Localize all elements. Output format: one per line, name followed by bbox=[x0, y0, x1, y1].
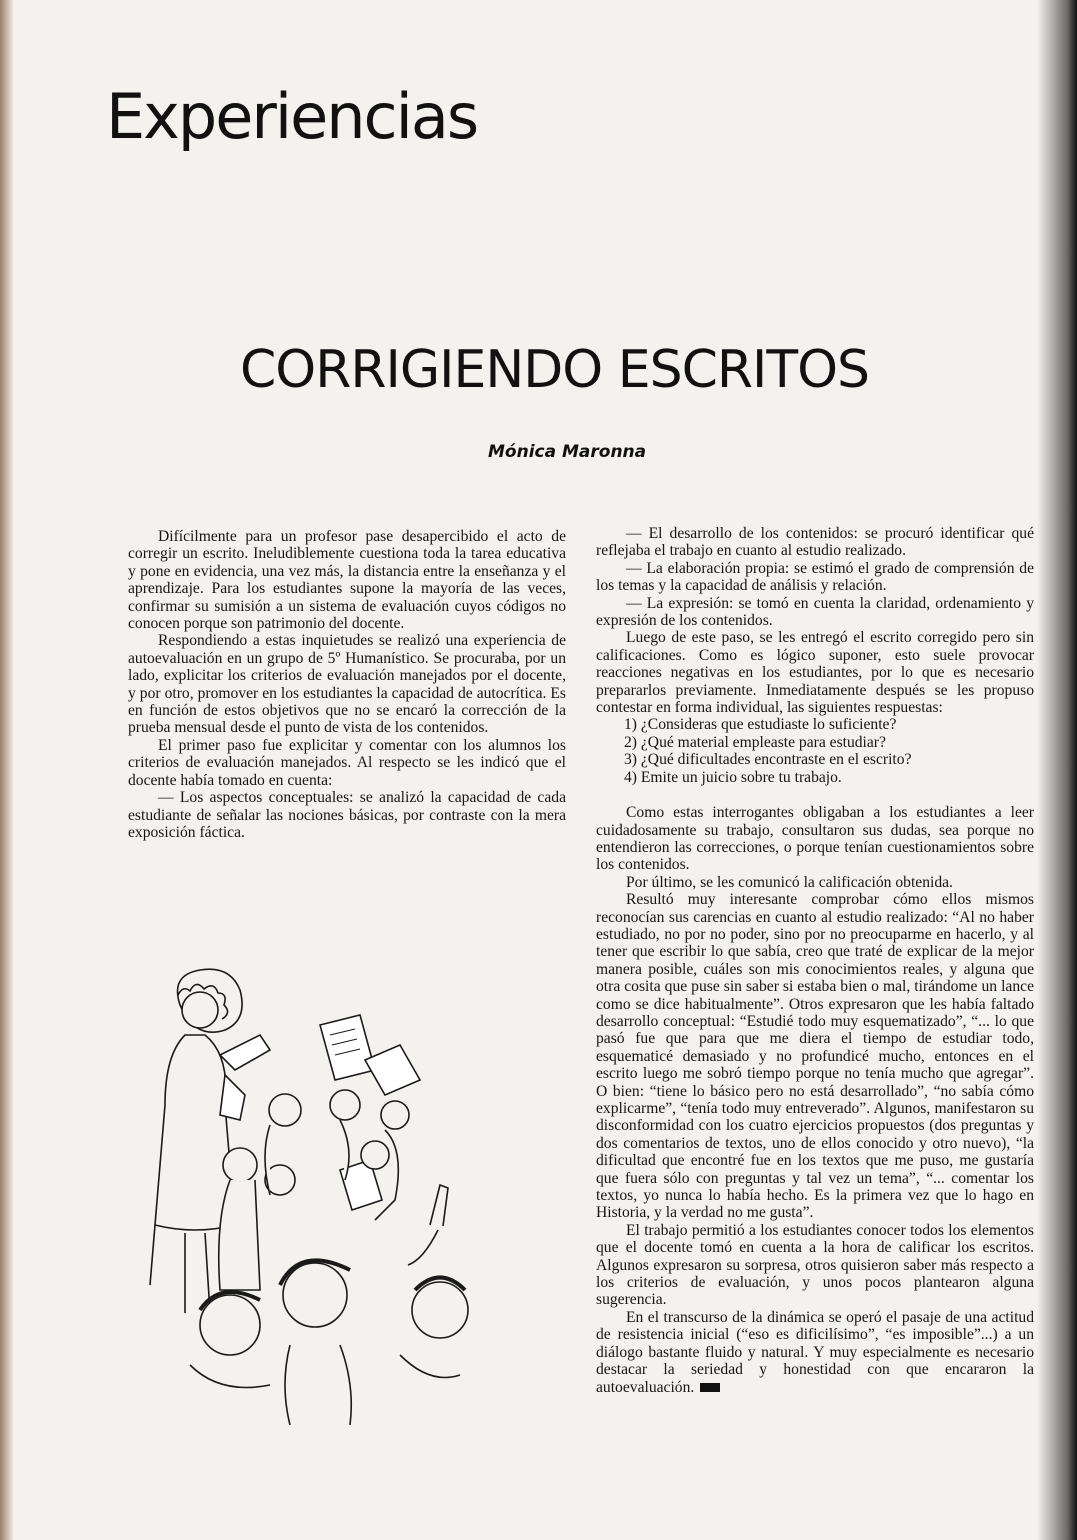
paragraph: — El desarrollo de los contenidos: se procuró identificar qué reflejaba el trabajo en cuanto al estudio realizado. bbox=[596, 525, 1034, 560]
paragraph-final bbox=[596, 1309, 1034, 1396]
question-item: 3) ¿Qué dificultades encontraste en el escrito? bbox=[624, 751, 912, 769]
page-binding-edge bbox=[0, 0, 14, 1540]
paragraph: — Los aspectos conceptuales: se analizó la capacidad de cada estudiante de señalar las nociones básicas, por contraste con la mera exposición fáctica. bbox=[128, 789, 566, 841]
text-column-right bbox=[596, 525, 1034, 1396]
paragraph: El primer paso fue explicitar y comentar con los alumnos los criterios de evaluación manejados. Al respecto se les indicó que el docente había tomado en cuenta: bbox=[128, 736, 566, 789]
paragraph: Luego de este paso, se les entregó el escrito corregido pero sin calificaciones. Como es lógico suponer, esto suele provocar reacciones negativas en los estudiantes, por lo que es necesario prepararlos previamente. Inmediatamente después se les propuso contestar en forma individual, las siguientes respuestas: bbox=[596, 629, 1034, 717]
paragraph: — La elaboración propia: se estimó el grado de comprensión de los temas y la capacidad de análisis y relación. bbox=[596, 559, 1034, 595]
question-item: 1) ¿Consideras que estudiaste lo suficiente? bbox=[624, 716, 897, 734]
paragraph: Respondiendo a estas inquietudes se realizó una experiencia de autoevaluación en un grupo de 5º Humanístico. Se procuraba, por un lado, explicitar los criterios de evaluación manejados por el docente, y por otro, promover en los estudiantes la capacidad de autocrítica. Es en función de estos objetivos que no se encaró la corrección de la prueba mensual desde el punto de vista de los contenidos. bbox=[128, 632, 566, 737]
paragraph: Difícilmente para un profesor pase desapercibido el acto de corregir un escrito. Ineludiblemente cuestiona toda la tarea educativa y pone en evidencia, una vez más, la distancia entre la enseñanza y el aprendizaje. Para los estudiantes supone la mayoría de las veces, confirmar su sumisión a un sistema de evaluación cuyos códigos no conocen porque son patrimonio del docente. bbox=[128, 528, 566, 633]
paragraph: Por último, se les comunicó la calificación obtenida. bbox=[626, 873, 953, 891]
article-title: CORRIGIENDO ESCRITOS bbox=[240, 340, 870, 400]
students-illustration bbox=[140, 965, 470, 1425]
question-item: 2) ¿Qué material empleaste para estudiar? bbox=[624, 733, 886, 751]
text-column-left bbox=[128, 528, 566, 841]
paragraph: Como estas interrogantes obligaban a los estudiantes a leer cuidadosamente su trabajo, consultaron sus dudas, sea porque no entendieron las correcciones, o porque tenían cuestionamientos sobre los contenidos. bbox=[596, 804, 1034, 874]
page-shadow bbox=[1037, 0, 1077, 1540]
section-title: Experiencias bbox=[106, 80, 478, 153]
end-mark bbox=[700, 1383, 720, 1392]
paragraph: En el transcurso de la dinámica se operó el pasaje de una actitud de resistencia inicial (“eso es dificilísimo”, “es imposible”...) a un diálogo bastante fluido y natural. Y muy especialmente es necesario destacar la seriedad y honestidad con que encararon la autoevaluación. bbox=[596, 1308, 1034, 1396]
student-figures bbox=[190, 1090, 468, 1425]
paragraph: Resultó muy interesante comprobar cómo ellos mismos reconocían sus carencias en cuanto al estudio realizado: “Al no haber estudiado, no por no poder, sino por no preocuparme en hacerlo, y al tener que escribir lo que sabía, creo que traté de explicar de la mejor manera posible, cuáles son mis conocimientos reales, y alguna que otra cosita que puse sin saber si estaba bien o mal, tirándome un lance como se dice habitualmente”. Otros expresaron que les había faltado desarrollo conceptual: “Estudié todo muy esquematizado”, “... lo que pasó fue que para que me diera el tiempo de estudiar todo, esquematicé demasiado y no profundicé mucho, entonces en el escrito luego me sobró tiempo porque no tenía mucho que agregar”. O bien: “tiene lo básico pero no está desarrollado”, “no sabía cómo explicarme”, “tenía todo muy entreverado”. Algunos, manifestaron su disconformidad con los cuatro ejercicios propuestos (dos preguntas y dos comentarios de textos, uno de ellos conocido y otro nuevo), “la dificultad que encontré fue en los textos que me puso, me gustaría que fuera sólo con preguntas y tal vez un tema”, “... comentar los textos, yo nunca lo había hecho. Es la primera vez que lo hago en Historia, y la verdad no me gusta”. bbox=[596, 891, 1034, 1222]
paragraph: — La expresión: se tomó en cuenta la claridad, ordenamiento y expresión de los contenidos. bbox=[596, 594, 1034, 630]
question-item: 4) Emite un juicio sobre tu trabajo. bbox=[624, 768, 842, 786]
paragraph: El trabajo permitió a los estudiantes conocer todos los elementos que el docente tomó en cuenta a la hora de calificar los escritos. Algunos expresaron su sorpresa, otros quisieron saber más respecto a los criterios de evaluación, y unos pocos plantearon alguna sugerencia. bbox=[596, 1221, 1034, 1309]
article-author: Mónica Maronna bbox=[488, 442, 647, 462]
